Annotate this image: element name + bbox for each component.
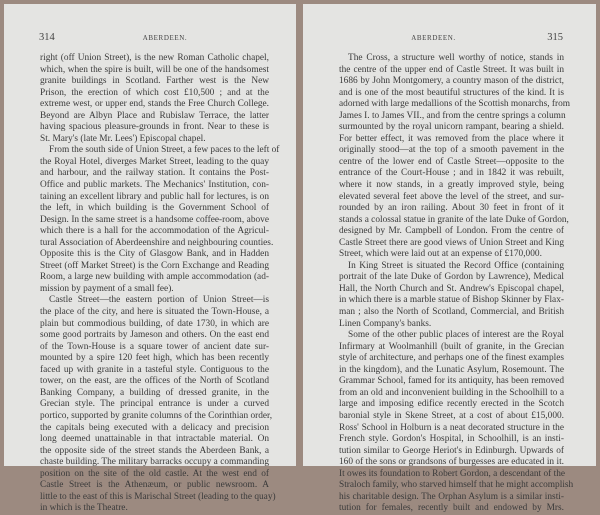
text-line: plain but commodious building, of date 1730, in which are: [40, 318, 269, 329]
text-line: Banking Company, a building of dressed granite, in the: [40, 387, 269, 398]
text-line: his charitable design. The Orphan Asylum is a similar insti-: [339, 491, 564, 502]
text-line: baronial style in Skene Street, at a cost of about £15,000.: [339, 410, 564, 421]
text-line: of the Town-House is a square tower of ancient date sur-: [40, 341, 269, 352]
text-line: Castle Street there are good views of Union Street and King: [339, 237, 564, 248]
text-line: granite buildings in Scotland. Farther west is the New: [40, 76, 269, 87]
text-line: the Royal Hotel, diverges Market Street, leading to the quay: [40, 156, 269, 167]
text-line: James I. to James VII., and from the centre springs a column: [339, 110, 566, 121]
page-header: [4, 32, 296, 44]
text-line: from an old and inconvenient building in the Schoolhill to a: [339, 387, 564, 398]
text-line: designed by Mr. Campbell of London. From the centre of: [339, 226, 564, 237]
page-header: [303, 32, 596, 44]
text-line: Opposite this is the City of Glasgow Bank, and in Hadden: [40, 249, 269, 260]
text-line: right (off Union Street), is the new Roman Catholic chapel,: [40, 53, 269, 63]
text-line: From the south side of Union Street, a few paces to the left of: [49, 145, 280, 156]
text-line: The Cross, a structure well worthy of notice, stands in: [348, 53, 564, 63]
text-line: Room, a large new building with ample accommodation (ad-: [40, 272, 269, 283]
text-line: tower, on the east, are the offices of the North of Scotland: [40, 376, 269, 387]
text-line: Street (off Market Street) is the Corn Exchange and Reading: [40, 260, 269, 271]
text-line: St. Mary's (late Mr. Lees') Episcopal chapel.: [40, 133, 206, 144]
text-line: Design. In the same street is a handsome coffee-room, above: [40, 214, 269, 225]
text-line: adorned with large medallions of the Scottish monarchs, from: [339, 99, 571, 110]
text-line: long deemed unattainable in that intractable material. On: [40, 434, 269, 445]
text-line: portrait of the late Duke of Gordon by Lawrence), Medical: [339, 272, 564, 283]
text-line: in which there is a marble statue of Bishop Skinner by Flax-: [339, 295, 564, 306]
text-line: which there is a hall for the accommodation of the Agricul-: [40, 226, 269, 237]
text-line: Grammar School, famed for its antiquity, has been removed: [339, 376, 564, 387]
text-line: elevated several feet above the level of the street, and sur-: [339, 191, 564, 202]
text-line: and harbour, and the railway station. It contains the Post-: [40, 168, 269, 179]
text-line: chaste building. The military barracks occupy a commanding: [40, 457, 269, 468]
page-body: [339, 53, 574, 515]
text-line: rounded by an iron railing. About 30 feet in front of it: [339, 203, 564, 214]
text-line: Some of the other public places of interest are the Royal: [348, 330, 564, 341]
text-line: mission by payment of a small fee).: [40, 283, 174, 294]
text-line: Hall, the North Church and St. Andrew's Episcopal chapel,: [339, 283, 564, 294]
page-number: 315: [547, 32, 563, 43]
text-line: Castle Street—the eastern portion of Union Street—is: [49, 295, 269, 306]
text-line: Street, which were laid out at an expense of £170,000.: [339, 249, 542, 260]
text-line: mounted by a spire 120 feet high, which has been recently: [40, 353, 269, 364]
text-line: For better effect, it was removed from the place where it: [339, 133, 564, 144]
page-body: [40, 53, 280, 515]
text-line: 1686 by John Montgomery, a country mason of the district,: [339, 76, 564, 87]
text-line: tural Association of Aberdeenshire and neighbouring counties.: [40, 237, 274, 248]
text-line: faced up with granite in a tasteful style. Contiguous to the: [40, 364, 269, 375]
text-line: French style. Gordon's Hospital, in Schoolhill, is an insti-: [339, 434, 564, 445]
text-line: the capitals being executed with a delicacy and precision: [40, 422, 269, 433]
text-line: where it now stands, in a greatly improved style, being: [339, 180, 564, 191]
text-line: portico, supported by granite columns of the Corinthian order,: [40, 410, 273, 421]
text-line: in which is the Theatre.: [40, 503, 128, 514]
text-line: man ; also the North of Scotland, Commercial, and British: [339, 307, 564, 318]
text-line: little to the east of this is Marischal Street (leading to the quay): [40, 491, 276, 502]
text-line: Ross' School in Holburn is a neat decorated structure in the: [339, 422, 564, 433]
text-line: which, when the spire is built, will be one of the handsomest: [40, 64, 269, 75]
text-line: the place of the city, and here is situated the Town-House, a: [40, 307, 269, 318]
text-line: large and imposing edifice recently erected in the Scotch: [339, 399, 564, 410]
text-line: Beyond are Albyn Place and Rubislaw Terrace, the latter: [40, 110, 269, 121]
running-head: ABERDEEN.: [142, 34, 188, 42]
text-line: Castle Street is the Athenæum, or public newsroom. A: [40, 480, 269, 491]
text-line: the centre of the upper end of Castle Street. It was built in: [339, 64, 564, 75]
text-line: taining an excellent library and public hall for lectures, is on: [40, 191, 269, 202]
text-line: tution for females, recently built and endowed by Mrs.: [339, 503, 564, 514]
text-line: centre of the lower end of Castle Street—opposite to the: [339, 156, 564, 167]
text-line: having spacious pleasure-grounds in front. Near to these is: [40, 122, 269, 133]
text-line: position on the site of the old castle. At the west end of: [40, 468, 269, 479]
text-line: Prison, the erection of which cost £10,500 ; and at the: [40, 87, 269, 98]
text-line: Infirmary at Woolmanhill (built of granite, in the Grecian: [339, 341, 564, 352]
text-line: surmounted by the royal unicorn rampant, bearing a shield.: [339, 122, 564, 133]
page-number: 314: [39, 32, 55, 43]
text-line: stands a colossal statue in granite of the late Duke of Gordon,: [339, 214, 569, 225]
text-line: Office and public markets. The Mechanics' Institution, con-: [40, 180, 269, 191]
left-page: [4, 4, 296, 514]
text-line: the opposite side of the street stands the Aberdeen Bank, a: [40, 445, 269, 456]
text-line: entrance of the Court-House ; and in 1842 it was rebuilt,: [339, 168, 564, 179]
text-line: some good portraits by Jameson and others. On the east end: [40, 330, 269, 341]
text-line: extreme west, or upper end, stands the Free Church College.: [40, 99, 269, 110]
text-line: tution similar to George Heriot's in Edinburgh. Upwards of: [339, 445, 564, 456]
text-line: the left, in which building is the Government School of: [40, 203, 269, 214]
text-line: Linen Company's banks.: [339, 318, 432, 329]
text-line: Straloch family, who starved himself that he might accomplish: [339, 480, 574, 491]
running-head: ABERDEEN.: [411, 34, 456, 42]
text-line: 160 of the sons or grandsons of burgesses are educated in it.: [339, 457, 564, 468]
text-line: originally stood—at the top of a smooth pavement in the: [339, 145, 564, 156]
text-line: style of architecture, and perhaps one of the finest examples: [339, 353, 564, 364]
text-line: and is one of the most beautiful structures of the kind. It is: [339, 87, 564, 98]
text-line: in the kingdom), and the Lunatic Asylum, Rosemount. The: [339, 364, 564, 375]
text-line: In King Street is situated the Record Office (containing: [348, 260, 564, 271]
text-line: Grecian style. The principal entrance is under a curved: [40, 399, 269, 410]
text-line: It owes its foundation to Robert Gordon, a descendant of the: [339, 468, 566, 479]
right-page: [303, 4, 596, 514]
